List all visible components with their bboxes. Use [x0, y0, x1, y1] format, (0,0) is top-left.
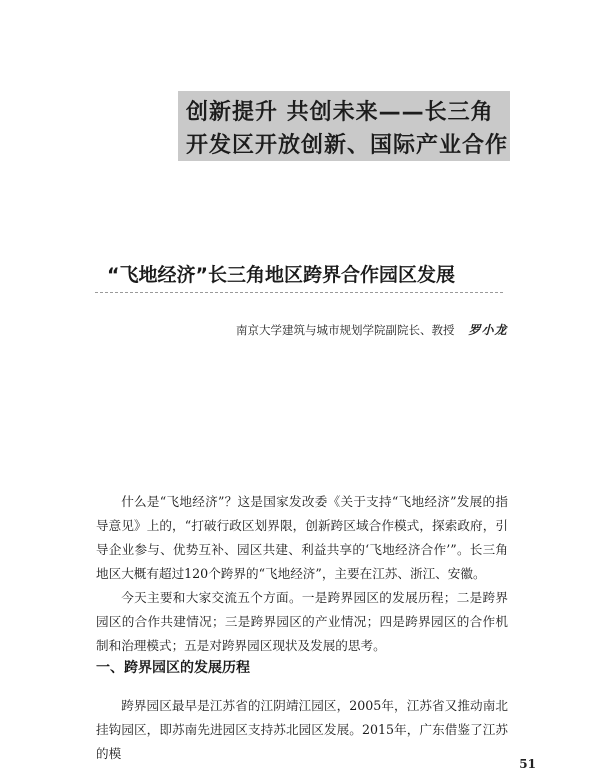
- author-affiliation: 南京大学建筑与城市规划学院副院长、教授: [236, 323, 455, 337]
- body-paragraph-outline: 今天主要和大家交流五个方面。一是跨界园区的发展历程；二是跨界园区的合作共建情况；三是跨界园区的产业情况；四是跨界园区的合作机制和治理模式；五是对跨界园区现状及发展的思考。: [96, 590, 508, 653]
- banner-title-line1: 创新提升 共创未来——长三角: [186, 100, 494, 125]
- author-byline: [236, 321, 508, 338]
- banner-title-line2: 开发区开放创新、国际产业合作: [186, 133, 509, 158]
- body-paragraph-intro: 什么是“飞地经济”？这是国家发改委《关于支持“飞地经济”发展的指导意见》上的，“打破行政区划界限，创新跨区域合作模式，探索政府，引导企业参与、优势互补、园区共建、利益共享的‘飞地经济合作’”。长三角地区大概有超过120个跨界的“飞地经济”，主要在江苏、浙江、安徽。: [96, 494, 508, 581]
- page-number: 51: [519, 757, 536, 771]
- author-signature: 罗小龙: [468, 323, 508, 337]
- body-paragraph-history: 跨界园区最早是江苏省的江阴靖江园区，2005年，江苏省又推动南北挂钩园区，即苏南先进园区支持苏北园区发展。2015年，广东借鉴了江苏的模: [96, 698, 508, 761]
- article-title: “飞地经济”长三角地区跨界合作园区发展: [107, 264, 455, 286]
- title-divider: [95, 292, 503, 293]
- section-heading: 一、跨界园区的发展历程: [96, 660, 250, 676]
- header-banner: [178, 91, 510, 161]
